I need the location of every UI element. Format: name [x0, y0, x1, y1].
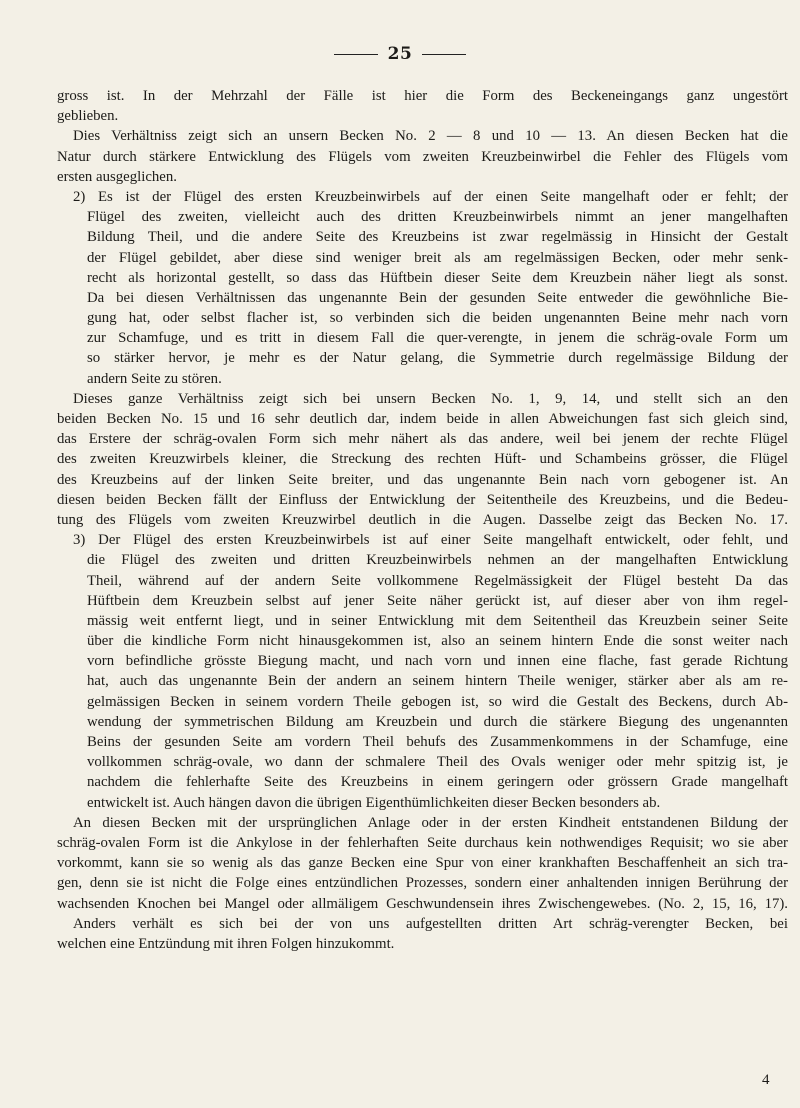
text-line: An diesen Becken mit der ursprünglichen Anlage oder in der ersten Kindheit entstandenen Bildung der [73, 814, 788, 831]
text-line: diesen beiden Becken fällt der Einfluss der Entwicklung der Seitentheile des Kreuzbeins, und die Bedeu- [57, 491, 788, 508]
page-header [0, 44, 800, 64]
text-line: das Erstere der schräg-ovalen Form sich mehr nähert als das andere, weil bei jenem der rechte Flügel [57, 431, 788, 448]
header-rule-right [422, 54, 466, 55]
text-line: 3) Der Flügel des ersten Kreuzbeinwirbels ist auf einer Seite mangelhaft entwickelt, oder fehlt, und [73, 532, 788, 549]
text-line: ersten ausgeglichen. [57, 168, 177, 185]
text-line: Hüftbein dem Kreuzbein selbst auf jener Seite näher gerückt ist, auf dieser aber von ihm regel- [87, 592, 788, 609]
text-line: beiden Becken No. 15 und 16 sehr deutlich dar, indem beide in allen Abweichungen fast sich gleich sind, [57, 411, 788, 427]
text-line: Natur durch stärkere Entwicklung des Flügels vom zweiten Kreuzbeinwirbel die Fehler des Flügels vom [57, 148, 788, 165]
header-rule-left [334, 54, 378, 55]
text-line: wendung der symmetrischen Bildung am Kreuzbein und durch die stärkere Biegung des ungenannten [87, 713, 788, 730]
text-line: gross ist. In der Mehrzahl der Fälle ist hier die Form des Beckeneingangs ganz ungestört [57, 88, 788, 104]
text-line: gen, denn sie ist nicht die Folge eines entzündlichen Prozesses, sondern einer anhaltenden innigen Berührung der [57, 875, 788, 892]
paragraph [57, 389, 797, 530]
text-line: Anders verhält es sich bei der von uns aufgestellten dritten Art schräg-verengter Becken, bei [73, 915, 788, 932]
text-line: gung hat, oder selbst flacher ist, so verbinden sich die beiden ungenannten Beine mehr nach vorn [87, 310, 788, 327]
text-line: zur Schamfuge, und es tritt in diesem Fall die quer-verengte, in jenem die schräg-ovale Form um [87, 330, 788, 347]
text-line: gelmässigen Becken in seinem vordern Theile gebogen ist, so wird die Gestalt des Beckens, durch Ab- [87, 693, 788, 710]
text-line: vorn befindliche grösste Biegung macht, und nach vorn und innen eine flache, fast gerade Richtung [87, 653, 788, 670]
text-line: über die kindliche Form nicht hinausgekommen ist, also an seinem hintern Ende die sonst weiter nach [87, 633, 788, 650]
page-number: 25 [387, 44, 413, 64]
text-line: des zweiten Kreuzwirbels kleiner, die Streckung des rechten Hüft- und Schambeins grösser, die Flügel [57, 451, 788, 468]
text-line: Dies Verhältniss zeigt sich an unsern Becken No. 2 — 8 und 10 — 13. An diesen Becken hat die [73, 128, 788, 145]
text-line: Flügel des zweiten, vielleicht auch des dritten Kreuzbeinwirbels nimmt an jener mangelhaften [87, 209, 788, 226]
text-line: vorkommt, kann sie so wenig als das ganze Becken eine Spur von einer krankhaften Beschaffenheit an sich tra- [57, 855, 788, 872]
text-line: hat, auch das ungenannte Bein der andern an seinem hintern Theile weniger, stärker aber als am re- [87, 673, 788, 690]
paragraph [57, 530, 797, 813]
text-line: Dieses ganze Verhältniss zeigt sich bei unsern Becken No. 1, 9, 14, und stellt sich an den [73, 390, 788, 407]
text-line: nachdem die fehlerhafte Seite des Kreuzbeins in einem geringern oder grössern Grade mangelhaft [87, 774, 788, 791]
text-line: tung des Flügels vom zweiten Kreuzwirbel deutlich in die Augen. Dasselbe zeigt das Becken No. 17. [57, 511, 788, 528]
text-line: Theil, während auf der andern Seite vollkommene Regelmässigkeit der Flügel besteht Da das [87, 572, 788, 589]
paragraph [57, 813, 797, 954]
text-line: Beins der gesunden Seite am vordern Theil behufs des Zusammenkommens in der Schamfuge, eine [87, 734, 788, 750]
text-line: so stärker hervor, je mehr es der Natur gelang, die Symmetrie durch regelmässige Bildung der [87, 350, 788, 367]
text-line: andern Seite zu stören. [87, 370, 222, 387]
text-line: welchen eine Entzündung mit ihren Folgen hinzukommt. [57, 935, 395, 952]
text-line: Da bei diesen Verhältnissen das ungenannte Bein der gesunden Seite entweder die gewöhnliche Bie- [87, 289, 788, 306]
text-line: des Kreuzbeins auf der linken Seite breiter, und das ungenannte Bein nach vorn gebogener ist. An [57, 471, 788, 488]
text-line: Bildung Theil, und die andere Seite des Kreuzbeins ist zwar regelmässig in Hinsicht der Gestalt [87, 229, 788, 246]
body-text [57, 86, 797, 954]
text-line: geblieben. [57, 108, 119, 125]
text-line: recht als horizontal gestellt, so dass das Hüftbein dieser Seite dem Kreuzbein näher liegt als sonst. [87, 269, 788, 286]
text-line: wachsenden Knochen bei Mangel oder allmäligem Geschwundensein ihres Zwischengewebes. (No. 2, 15, 16, 17). [57, 895, 788, 912]
paragraph [57, 126, 797, 187]
text-line: 2) Es ist der Flügel des ersten Kreuzbeinwirbels auf der einen Seite mangelhaft oder er fehlt; der [73, 188, 788, 205]
text-line: mässig weit entfernt liegt, und in seiner Entwicklung mit dem Seitentheil das Kreuzbein seiner Seite [87, 612, 788, 629]
text-line: die Flügel des zweiten und dritten Kreuzbeinwirbels nehmen an der mangelhaften Entwicklung [87, 552, 788, 569]
text-line: der Flügel gebildet, aber diese sind weniger breit als am regelmässigen Becken, oder mehr senk- [87, 249, 788, 266]
signature-mark: 4 [762, 1072, 770, 1088]
text-line: entwickelt ist. Auch hängen davon die übrigen Eigenthümlichkeiten dieser Becken besonders ab. [87, 794, 661, 811]
text-line: schräg-ovalen Form ist die Ankylose in der fehlerhaften Seite durchaus kein nothwendiges Requisit; wo sie aber [57, 834, 788, 851]
paragraph [57, 86, 797, 126]
paragraph [57, 187, 797, 389]
text-line: vollkommen schräg-ovale, wo dann der schmalere Theil des Ovals weniger oder mehr spitzig ist, je [87, 754, 788, 771]
